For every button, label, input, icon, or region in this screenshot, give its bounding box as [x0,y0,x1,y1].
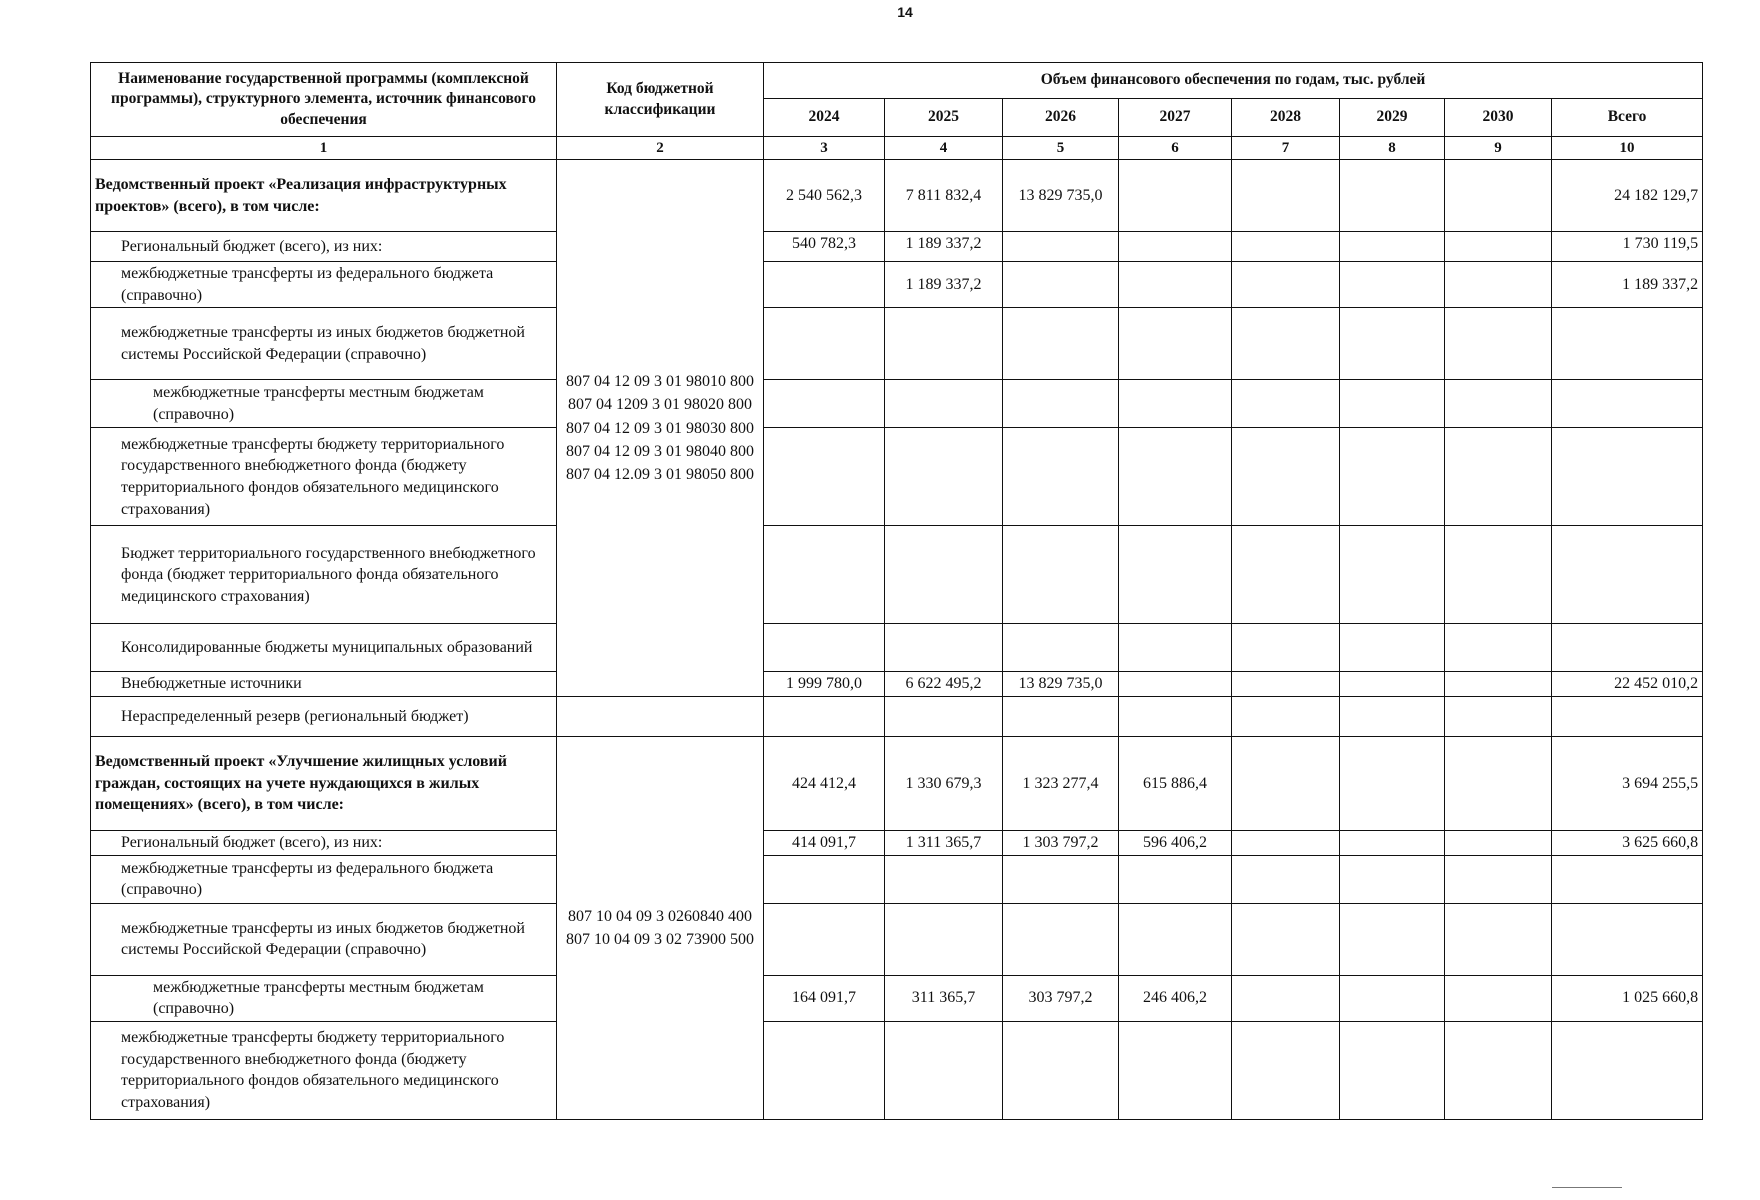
column-number: 8 [1340,137,1445,160]
year-value [1340,737,1445,831]
year-value: 1 189 337,2 [885,262,1003,308]
year-value [1003,697,1119,737]
year-value [764,526,885,624]
year-value: 311 365,7 [885,975,1003,1021]
year-value [1340,831,1445,856]
column-number: 2 [557,137,764,160]
year-value [1232,1021,1340,1119]
year-value [1340,428,1445,526]
year-value [1003,232,1119,262]
year-value: 6 622 495,2 [885,672,1003,697]
total-value: 22 452 010,2 [1552,672,1703,697]
table-row [91,232,1703,262]
row-name: Ведомственный проект «Улучшение жилищных условий граждан, состоящих на учете нуждающихся в жилых помещениях» (всего), в том числе: [91,737,557,831]
year-value: 13 829 735,0 [1003,160,1119,232]
year-value [1445,737,1552,831]
column-number: 10 [1552,137,1703,160]
year-value [1340,903,1445,975]
table-row [91,160,1703,232]
total-value: 3 625 660,8 [1552,831,1703,856]
year-value [764,428,885,526]
year-value [1445,672,1552,697]
year-value [764,855,885,903]
row-name: межбюджетные трансферты бюджету территориального государственного внебюджетного фонда (бюджету территориального фондов обязательного медицинского страхования) [91,1021,557,1119]
year-value: 7 811 832,4 [885,160,1003,232]
year-value: 303 797,2 [1003,975,1119,1021]
row-name: Региональный бюджет (всего), из них: [91,232,557,262]
table-row [91,903,1703,975]
total-value [1552,526,1703,624]
table-row [91,380,1703,428]
page-number: 14 [897,4,913,20]
year-value [1119,380,1232,428]
total-value [1552,624,1703,672]
year-value [1340,160,1445,232]
year-value [1119,308,1232,380]
year-value [1232,831,1340,856]
year-value: 1 999 780,0 [764,672,885,697]
year-value [1119,672,1232,697]
column-number: 5 [1003,137,1119,160]
year-value [1232,262,1340,308]
table-row [91,624,1703,672]
year-value [1119,232,1232,262]
column-number: 3 [764,137,885,160]
year-value [885,903,1003,975]
year-value [1340,526,1445,624]
year-value [1232,232,1340,262]
year-value: 596 406,2 [1119,831,1232,856]
year-value [1003,428,1119,526]
year-value [1232,526,1340,624]
year-value [1119,855,1232,903]
header-name: Наименование государственной программы (комплексной программы), структурного элемента, источник финансового обеспечения [91,63,557,137]
year-value [885,855,1003,903]
year-value: 13 829 735,0 [1003,672,1119,697]
total-value: 24 182 129,7 [1552,160,1703,232]
header-year: 2026 [1003,99,1119,137]
year-value [1003,262,1119,308]
year-value [1445,380,1552,428]
row-name: Внебюджетные источники [91,672,557,697]
year-value [1445,308,1552,380]
year-value: 1 323 277,4 [1003,737,1119,831]
year-value [764,697,885,737]
year-value: 164 091,7 [764,975,885,1021]
year-value [764,308,885,380]
year-value [1003,855,1119,903]
header-total: Всего [1552,99,1703,137]
total-value [1552,855,1703,903]
year-value [1003,380,1119,428]
year-value [1119,526,1232,624]
year-value [885,1021,1003,1119]
year-value: 615 886,4 [1119,737,1232,831]
row-name: Ведомственный проект «Реализация инфраструктурных проектов» (всего), в том числе: [91,160,557,232]
year-value [1340,624,1445,672]
row-name: Нераспределенный резерв (региональный бюджет) [91,697,557,737]
year-value [1119,428,1232,526]
scan-artifact-rule [1552,1187,1622,1188]
budget-code [557,697,764,737]
year-value: 414 091,7 [764,831,885,856]
year-value [1003,1021,1119,1119]
row-name: межбюджетные трансферты из федерального бюджета (справочно) [91,855,557,903]
year-value [764,262,885,308]
year-value: 1 311 365,7 [885,831,1003,856]
year-value: 424 412,4 [764,737,885,831]
year-value [885,308,1003,380]
year-value [1232,160,1340,232]
year-value [1232,697,1340,737]
year-value: 1 330 679,3 [885,737,1003,831]
total-value [1552,697,1703,737]
year-value [1232,428,1340,526]
header-year: 2030 [1445,99,1552,137]
table-row [91,672,1703,697]
total-value [1552,380,1703,428]
column-number: 7 [1232,137,1340,160]
year-value [1232,308,1340,380]
table-row [91,737,1703,831]
year-value: 246 406,2 [1119,975,1232,1021]
budget-code: 807 04 12 09 3 01 98010 800 807 04 1209 3 01 98020 800 807 04 12 09 3 01 98030 800 807 04 12 09 3 01 98040 800 807 04 12.09 3 01 98050 800 [557,160,764,697]
table-row [91,308,1703,380]
header-year: 2029 [1340,99,1445,137]
budget-code: 807 10 04 09 3 0260840 400 807 10 04 09 3 02 73900 500 [557,737,764,1120]
row-name: Консолидированные бюджеты муниципальных образований [91,624,557,672]
year-value [885,380,1003,428]
year-value [1119,160,1232,232]
total-value [1552,903,1703,975]
year-value: 2 540 562,3 [764,160,885,232]
year-value [1340,855,1445,903]
year-value [1445,903,1552,975]
year-value [1119,624,1232,672]
year-value [1119,1021,1232,1119]
row-name: межбюджетные трансферты из иных бюджетов бюджетной системы Российской Федерации (справочно) [91,308,557,380]
table-row [91,526,1703,624]
year-value [764,624,885,672]
total-value [1552,1021,1703,1119]
column-number-row [91,137,1703,160]
year-value [1232,624,1340,672]
year-value: 1 189 337,2 [885,232,1003,262]
financing-table [90,62,1703,1120]
year-value [885,697,1003,737]
row-name: межбюджетные трансферты из федерального бюджета (справочно) [91,262,557,308]
row-name: межбюджетные трансферты бюджету территориального государственного внебюджетного фонда (бюджету территориального фондов обязательного медицинского страхования) [91,428,557,526]
year-value [1445,975,1552,1021]
year-value [1445,855,1552,903]
row-name: межбюджетные трансферты из иных бюджетов бюджетной системы Российской Федерации (справочно) [91,903,557,975]
year-value [764,903,885,975]
year-value [1445,428,1552,526]
year-value [1340,975,1445,1021]
column-number: 1 [91,137,557,160]
year-value [1340,380,1445,428]
year-value [1232,855,1340,903]
year-value [1003,526,1119,624]
header-year: 2024 [764,99,885,137]
year-value [885,428,1003,526]
row-name: Региональный бюджет (всего), из них: [91,831,557,856]
header-year: 2028 [1232,99,1340,137]
year-value [764,1021,885,1119]
header-code: Код бюджетной классификации [557,63,764,137]
total-value: 1 189 337,2 [1552,262,1703,308]
row-name: Бюджет территориального государственного внебюджетного фонда (бюджет территориального фонда обязательного медицинского страхования) [91,526,557,624]
year-value [1003,624,1119,672]
year-value [1340,672,1445,697]
year-value [1232,975,1340,1021]
total-value [1552,428,1703,526]
total-value: 3 694 255,5 [1552,737,1703,831]
year-value [1445,1021,1552,1119]
table-row [91,855,1703,903]
year-value [1119,697,1232,737]
header-volume: Объем финансового обеспечения по годам, тыс. рублей [764,63,1703,99]
table-row [91,262,1703,308]
year-value [885,526,1003,624]
table-row [91,697,1703,737]
total-value: 1 730 119,5 [1552,232,1703,262]
row-name: межбюджетные трансферты местным бюджетам (справочно) [91,975,557,1021]
column-number: 9 [1445,137,1552,160]
year-value [1340,1021,1445,1119]
year-value [1232,903,1340,975]
year-value [1340,308,1445,380]
year-value [885,624,1003,672]
year-value [1340,262,1445,308]
year-value [1340,697,1445,737]
year-value [1445,526,1552,624]
column-number: 4 [885,137,1003,160]
year-value [1232,672,1340,697]
year-value [1340,232,1445,262]
row-name: межбюджетные трансферты местным бюджетам (справочно) [91,380,557,428]
year-value [1445,232,1552,262]
year-value [764,380,885,428]
table-row [91,428,1703,526]
year-value [1445,160,1552,232]
header-year: 2027 [1119,99,1232,137]
total-value: 1 025 660,8 [1552,975,1703,1021]
year-value [1119,903,1232,975]
year-value [1445,697,1552,737]
year-value [1003,903,1119,975]
year-value [1445,624,1552,672]
year-value: 1 303 797,2 [1003,831,1119,856]
table-row [91,975,1703,1021]
column-number: 6 [1119,137,1232,160]
year-value [1232,737,1340,831]
header-year: 2025 [885,99,1003,137]
total-value [1552,308,1703,380]
year-value [1003,308,1119,380]
table-row [91,1021,1703,1119]
year-value [1232,380,1340,428]
year-value [1445,831,1552,856]
year-value [1445,262,1552,308]
table-row [91,831,1703,856]
year-value: 540 782,3 [764,232,885,262]
year-value [1119,262,1232,308]
